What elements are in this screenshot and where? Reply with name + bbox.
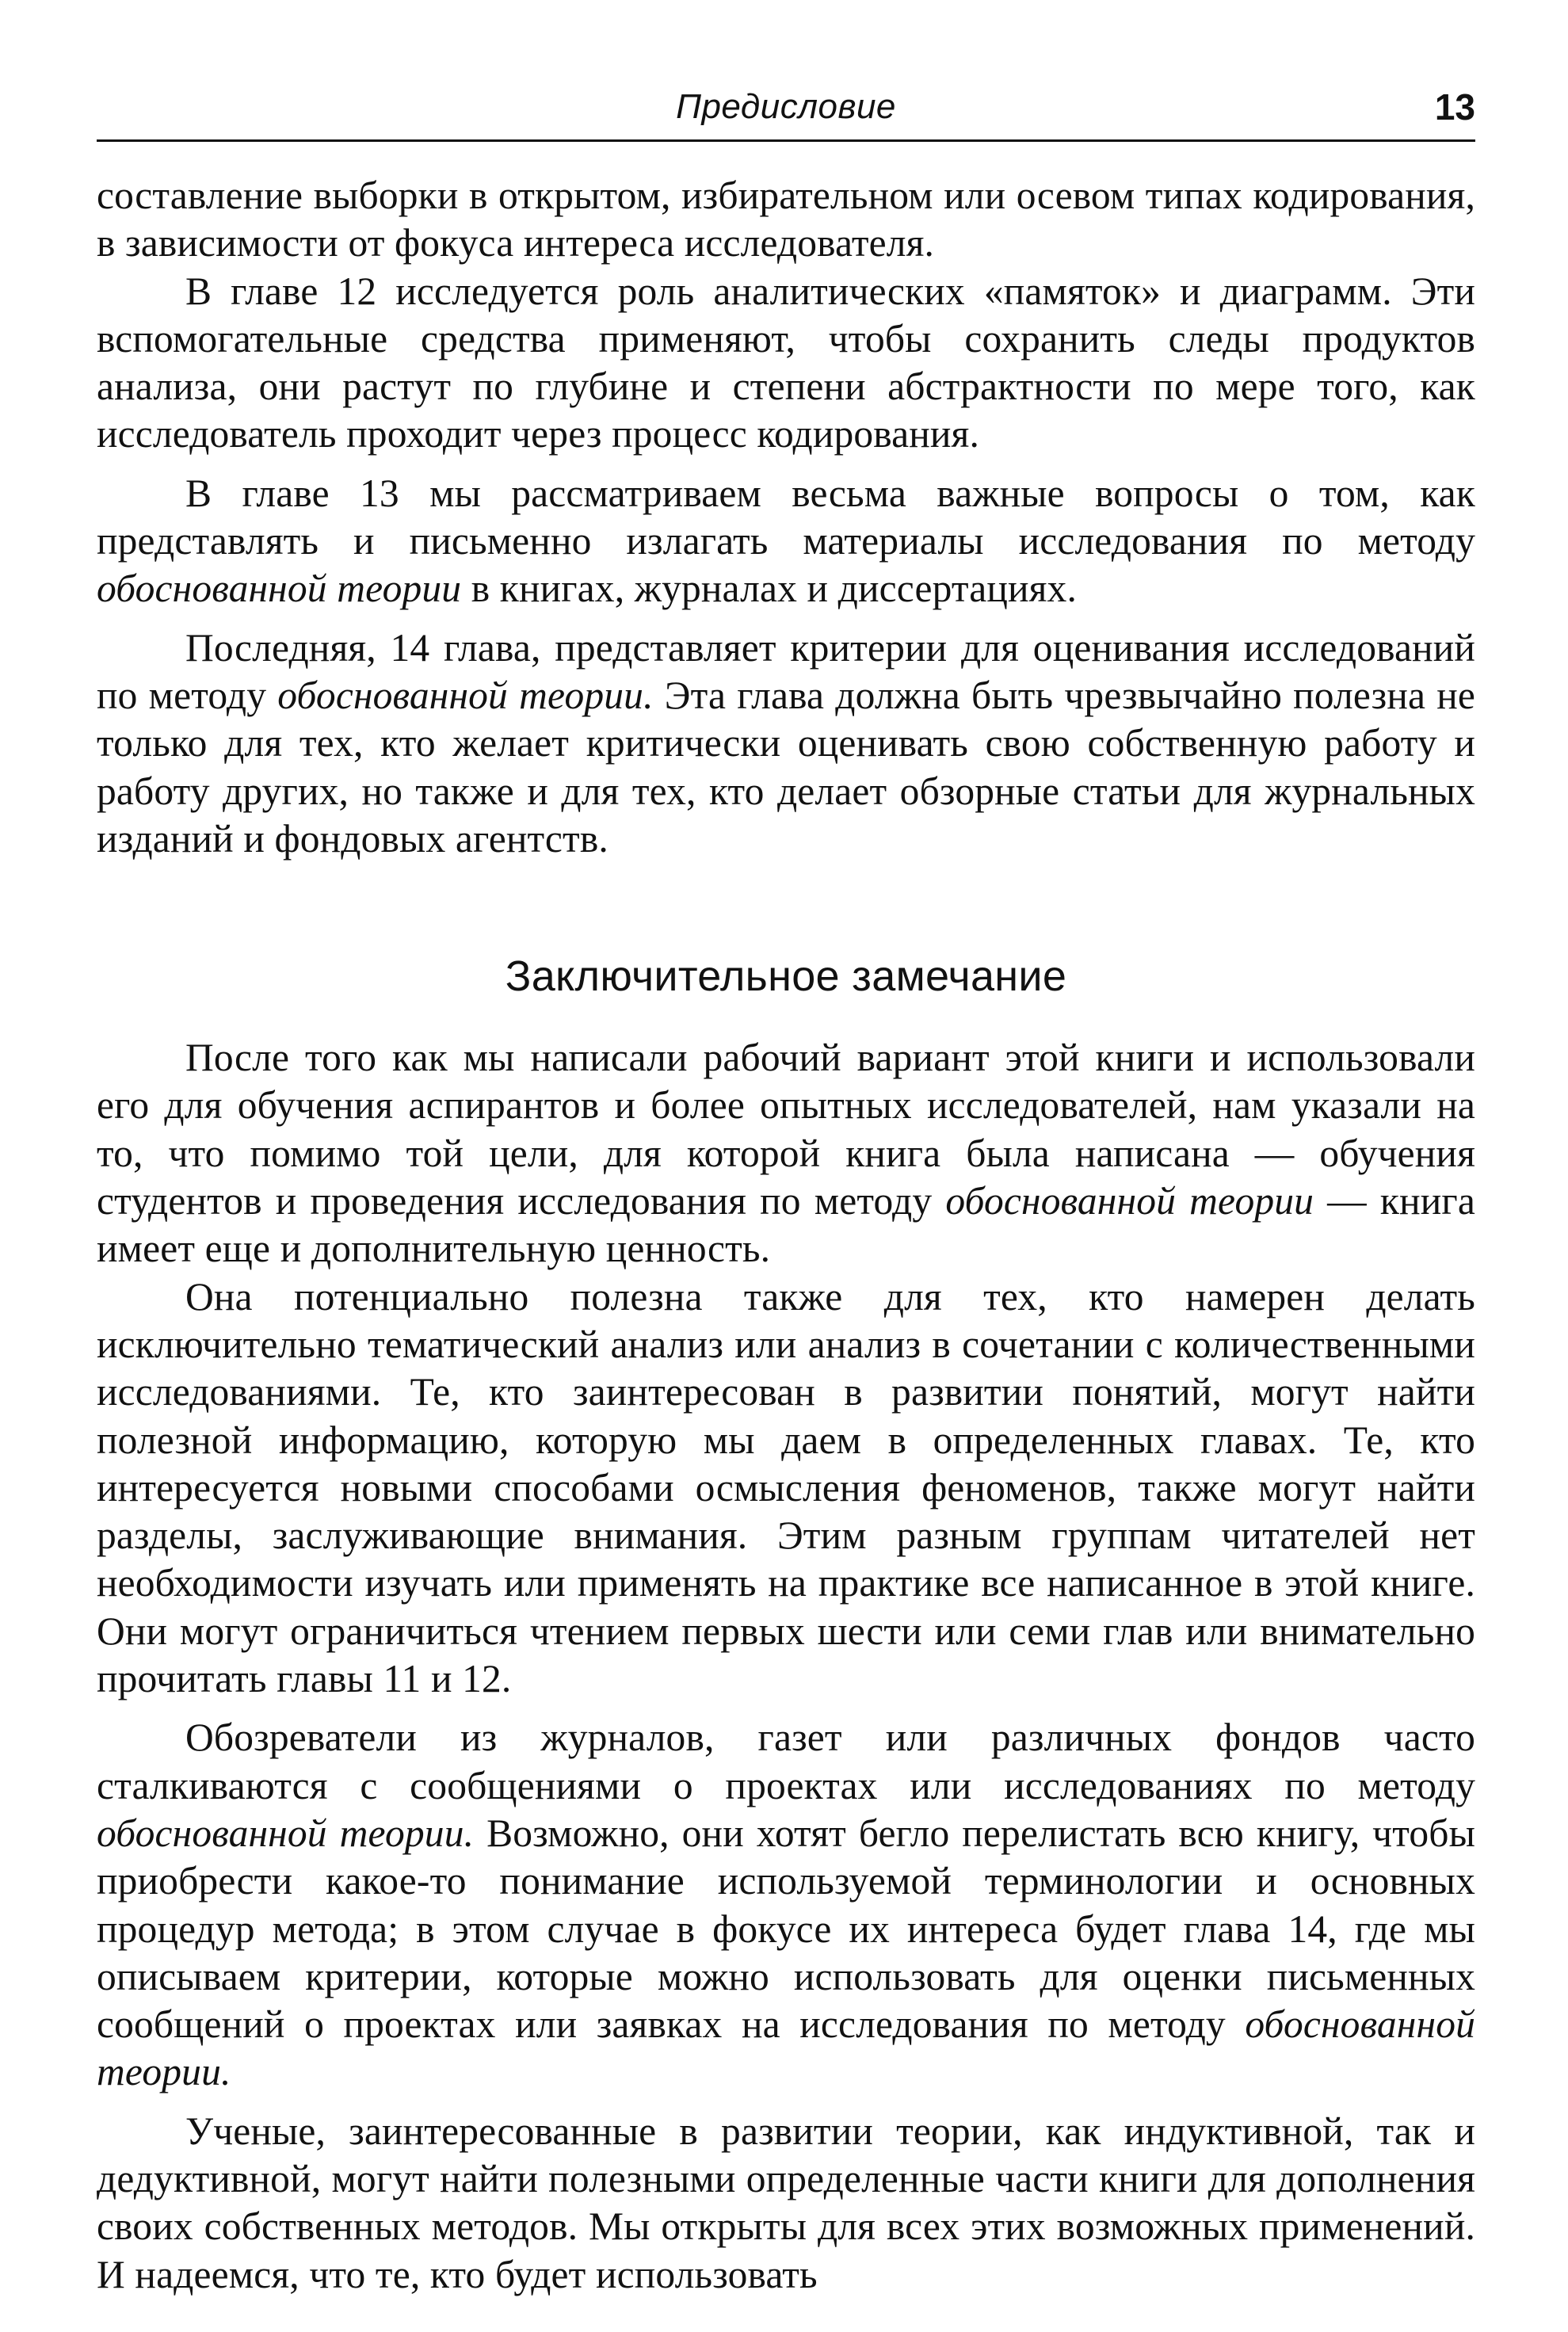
paragraph-chapter-14: Последняя, 14 глава, представляет критерии для оценивания исследований по методу обоснованной теории. Эта глава должна быть чрезвычайно полезна не только для тех, кто желает критически оценивать свою собственную работу и работу других, но также и для тех, кто делает обзорные статьи для журнальных изданий и фондовых агентств. — [97, 625, 1476, 861]
paragraph-reviewers: Обозреватели из журналов, газет или различных фондов часто сталкиваются с сообщениями о проектах или исследованиях по методу обоснованной теории. Возможно, они хотят бегло перелистать всю книгу, чтобы приобрести какое-то понимание используемой терминологии и основных процедур метода; в этом случае в фокусе их интереса будет глава 14, где мы описываем критерии, которые можно использовать для оценки письменных сообщений о проектах или заявках на исследования по методу обоснованной теории. — [97, 1716, 1475, 2094]
italic-term: обоснованной теории — [945, 1179, 1314, 1223]
paragraph-scientists: Ученые, заинтересованные в развитии теории, как индуктивной, так и дедуктивной, могут найти полезными определенные части книги для дополнения своих собственных методов. Мы открыты для всех этих возможных применений. И надеемся, что те, кто будет использовать — [97, 2109, 1475, 2296]
page-body — [97, 172, 1475, 2299]
book-page — [97, 82, 1475, 2299]
page-number: 13 — [1434, 86, 1475, 128]
running-header — [97, 82, 1475, 142]
section-heading: Заключительное замечание — [505, 952, 1067, 1001]
italic-term: обоснованной теории. — [97, 1811, 475, 1855]
italic-term: обоснованной теории — [97, 567, 462, 611]
paragraph-chapter-13: В главе 13 мы рассматриваем весьма важные вопросы о том, как представлять и письменно излагать материалы исследования по методу обоснованной теории в книгах, журналах и диссертациях. — [97, 471, 1475, 611]
paragraph-thematic-analysis: Она потенциально полезна также для тех, кто намерен делать исключительно тематический анализ или анализ в сочетании с количественными исследованиями. Те, кто заинтересован в развитии понятий, могут найти полезной информацию, которую мы даем в определенных главах. Те, кто интересуется новыми способами осмысления феноменов, также могут найти разделы, заслуживающие внимания. Этим разным группам читателей нет необходимости изучать или применять на практике все написанное в этой книге. Они могут ограничиться чтением первых шести или семи глав или внимательно прочитать главы 11 и 12. — [97, 1274, 1475, 1701]
italic-term: обоснованной теории. — [277, 673, 654, 717]
paragraph-chapter-12: В главе 12 исследуется роль аналитических «памяток» и диаграмм. Эти вспомогательные средства применяют, чтобы сохранить следы продуктов анализа, они растут по глубине и степени абстрактности по мере того, как исследователь проходит через процесс кодирования. — [97, 269, 1475, 456]
paragraph-working-draft: После того как мы написали рабочий вариант этой книги и использовали его для обучения аспирантов и более опытных исследователей, нам указали на то, что помимо той цели, для которой книга была написана — обучения студентов и проведения исследования по методу обоснованной теории — книга имеет еще и дополнительную ценность. — [97, 1036, 1475, 1271]
italic-term: обоснованной теории. — [97, 2002, 1475, 2094]
paragraph-continuation: составление выборки в открытом, избирательном или осевом типах кодирования, в зависимости от фокуса интереса исследователя. — [97, 174, 1475, 265]
chapter-title: Предисловие — [676, 87, 896, 126]
